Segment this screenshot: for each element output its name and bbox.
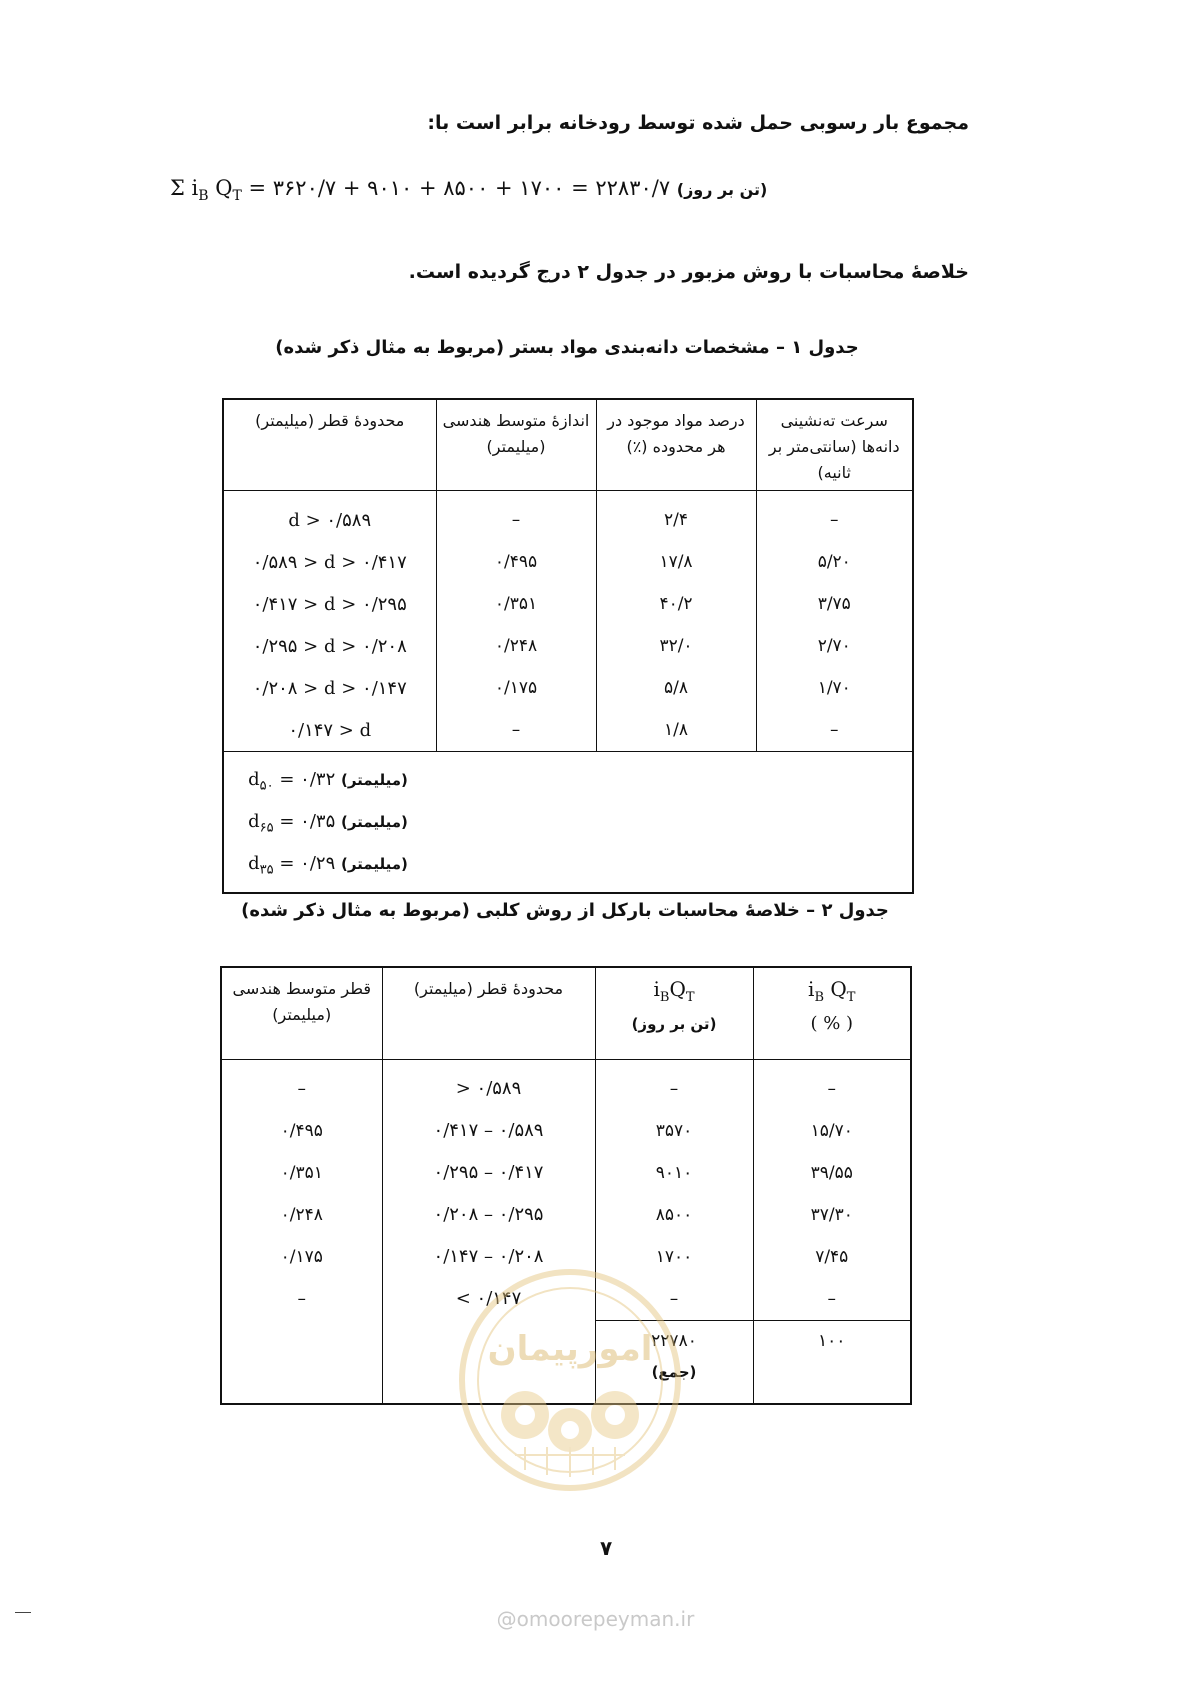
table1-cell-percent: ۱/۸ bbox=[596, 709, 756, 752]
table2-header-percent: $i_B$ $Q_T$ ( % ) bbox=[753, 967, 911, 1059]
summary-paragraph: خلاصۀ محاسبات با روش مزبور در جدول ۲ درج گردیده است. bbox=[408, 261, 969, 283]
table2-cell-mean: ۰/۱۷۵ bbox=[280, 1246, 323, 1267]
table2-cell-range: < ۰/۱۴۷ bbox=[455, 1288, 522, 1310]
table1-cell-mean: ۰/۳۵۱ bbox=[436, 583, 596, 625]
table1-cell-velocity: ۲/۷۰ bbox=[756, 625, 913, 667]
table1-header-range: محدودۀ قطر (میلیمتر) bbox=[223, 399, 436, 491]
table1-cell-mean: – bbox=[436, 709, 596, 752]
table1-header-velocity: سرعت ته‌نشینی دانه‌ها (سانتی‌متر بر ثانیه) bbox=[756, 399, 913, 491]
table1-cell-velocity: – bbox=[756, 709, 913, 752]
table2-total-label: (جمع) bbox=[651, 1362, 697, 1381]
table1-cell-range: ۰/۱۴۷ > d bbox=[288, 719, 372, 741]
table1-cell-percent: ۱۷/۸ bbox=[596, 541, 756, 583]
table1-note-d65: $d_{۶۵}$ = ۰/۳۵ (میلیمتر) bbox=[248, 810, 408, 836]
table2-cell-range: ۰/۲۰۸ – ۰/۲۹۵ bbox=[433, 1204, 544, 1225]
table2-cell-percent: ۳۹/۵۵ bbox=[753, 1152, 911, 1194]
table-row bbox=[223, 583, 913, 625]
table1-cell-range: ۰/۴۱۷ > d > ۰/۲۹۵ bbox=[252, 593, 407, 615]
table1-cell-mean: ۰/۱۷۵ bbox=[436, 667, 596, 709]
table2-cell-range: ۰/۱۴۷ – ۰/۲۰۸ bbox=[433, 1246, 544, 1267]
table1-cell-percent: ۳۲/۰ bbox=[596, 625, 756, 667]
table1-cell-percent: ۵/۸ bbox=[596, 667, 756, 709]
table1-cell-mean: ۰/۴۹۵ bbox=[436, 541, 596, 583]
table-row bbox=[223, 541, 913, 583]
table1-cell-velocity: ۱/۷۰ bbox=[756, 667, 913, 709]
table1-cell-mean: – bbox=[436, 491, 596, 542]
table1-note-row bbox=[223, 752, 913, 803]
page-number: ۷ bbox=[600, 1536, 613, 1560]
table1-bed-material bbox=[222, 398, 914, 894]
table-row bbox=[221, 1059, 911, 1110]
watermark-text: @omoorepeyman.ir bbox=[496, 1607, 695, 1631]
sum-equation bbox=[170, 176, 767, 204]
table2-total-percent: ۱۰۰ bbox=[753, 1320, 911, 1404]
table2-caption: جدول ۲ – خلاصۀ محاسبات بارکل از روش کلبی (مربوط به مثال ذکر شده) bbox=[241, 900, 889, 921]
table2-cell-load: ۹۰۱۰ bbox=[595, 1152, 753, 1194]
table-row bbox=[221, 1152, 911, 1194]
table1-note-row bbox=[223, 802, 913, 844]
table2-cell-percent: ۱۵/۷۰ bbox=[753, 1110, 911, 1152]
table1-cell-mean: ۰/۲۴۸ bbox=[436, 625, 596, 667]
table2-cell-load: – bbox=[595, 1059, 753, 1110]
table-row bbox=[221, 1194, 911, 1236]
table2-cell-percent: ۷/۴۵ bbox=[753, 1236, 911, 1278]
table2-cell-mean: ۰/۲۴۸ bbox=[280, 1204, 323, 1225]
table-row bbox=[223, 709, 913, 752]
table1-cell-velocity: ۵/۲۰ bbox=[756, 541, 913, 583]
table2-cell-percent: – bbox=[753, 1059, 911, 1110]
table2-header-mean: قطر متوسط هندسی (میلیمتر) bbox=[221, 967, 382, 1059]
table2-total-load: ۲۲۷۸۰ (جمع) bbox=[595, 1320, 753, 1404]
table1-cell-velocity: – bbox=[756, 491, 913, 542]
stamp-text: امورپیمان bbox=[487, 1329, 653, 1369]
intro-paragraph: مجموع بار رسوبی حمل شده توسط رودخانه برابر است با: bbox=[427, 112, 969, 134]
table1-header-mean-size: اندازۀ متوسط هندسی (میلیمتر) bbox=[436, 399, 596, 491]
table2-cell-load: ۱۷۰۰ bbox=[595, 1236, 753, 1278]
equation-unit: (تن بر روز) bbox=[676, 180, 768, 199]
stamp-logo-icon bbox=[455, 1265, 685, 1495]
table-row bbox=[223, 625, 913, 667]
table1-note-d35: $d_{۳۵}$ = ۰/۲۹ (میلیمتر) bbox=[248, 852, 408, 878]
table1-cell-percent: ۴۰/۲ bbox=[596, 583, 756, 625]
table1-cell-range: ۰/۵۸۹ > d > ۰/۴۱۷ bbox=[252, 551, 407, 573]
table2-cell-load: – bbox=[595, 1278, 753, 1321]
table2-cell-load: ۸۵۰۰ bbox=[595, 1194, 753, 1236]
equation-lhs: Σ $i_B$ $Q_T$ bbox=[170, 176, 242, 205]
table1-cell-percent: ۲/۴ bbox=[596, 491, 756, 542]
table1-cell-range: d > ۰/۵۸۹ bbox=[288, 509, 372, 531]
table2-cell-range: ۰/۲۹۵ – ۰/۴۱۷ bbox=[433, 1162, 544, 1183]
table2-cell-load: ۳۵۷۰ bbox=[595, 1110, 753, 1152]
table2-cell-mean: – bbox=[297, 1288, 306, 1309]
table2-cell-range: ۰/۴۱۷ – ۰/۵۸۹ bbox=[433, 1120, 544, 1141]
table2-header-load: $i_BQ_T$ (تن بر روز) bbox=[595, 967, 753, 1059]
table1-caption: جدول ۱ – مشخصات دانه‌بندی مواد بستر (مربوط به مثال ذکر شده) bbox=[275, 337, 859, 358]
table2-cell-range: > ۰/۵۸۹ bbox=[455, 1078, 522, 1099]
table-row bbox=[221, 1110, 911, 1152]
table2-cell-mean: – bbox=[297, 1078, 306, 1099]
table2-cell-percent: – bbox=[753, 1278, 911, 1321]
table2-cell-mean: ۰/۴۹۵ bbox=[280, 1120, 323, 1141]
table2-cell-percent: ۳۷/۳۰ bbox=[753, 1194, 911, 1236]
table2-header-range: محدودۀ قطر (میلیمتر) bbox=[382, 967, 595, 1059]
table1-cell-velocity: ۳/۷۵ bbox=[756, 583, 913, 625]
table1-note-d50: $d_{۵۰}$ = ۰/۳۲ (میلیمتر) bbox=[248, 768, 408, 794]
table1-header-percent: درصد مواد موجود در هر محدوده (٪) bbox=[596, 399, 756, 491]
table-row bbox=[223, 491, 913, 542]
table1-cell-range: ۰/۲۹۵ > d > ۰/۲۰۸ bbox=[252, 635, 407, 657]
equation-rhs: = ۳۶۲۰/۷ + ۹۰۱۰ + ۸۵۰۰ + ۱۷۰۰ = ۲۲۸۳۰/۷ bbox=[241, 176, 677, 200]
table-row bbox=[223, 667, 913, 709]
table1-note-row bbox=[223, 844, 913, 893]
table1-cell-range: ۰/۲۰۸ > d > ۰/۱۴۷ bbox=[252, 677, 407, 699]
table2-cell-mean: ۰/۳۵۱ bbox=[280, 1162, 323, 1183]
